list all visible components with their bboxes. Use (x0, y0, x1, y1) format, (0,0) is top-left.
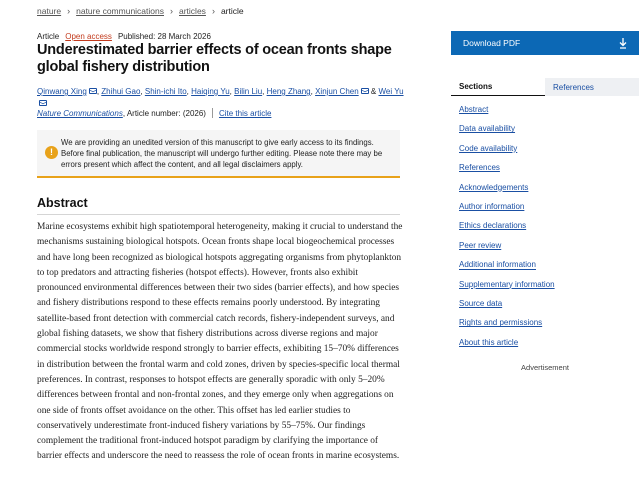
open-access-link[interactable]: Open access (65, 32, 112, 41)
section-link-source-data[interactable]: Source data (459, 298, 503, 308)
chevron-right-icon: › (67, 6, 71, 16)
cite-this-article-link[interactable]: Cite this article (218, 108, 272, 118)
author-link[interactable]: Wei Yu (378, 87, 404, 96)
author-conjunction: & (370, 87, 377, 96)
breadcrumb-link-articles[interactable]: articles (179, 6, 206, 16)
breadcrumb-link-nature[interactable]: nature (37, 6, 62, 16)
section-link-additional-information[interactable]: Additional information (459, 260, 536, 270)
journal-link[interactable]: Nature Communications (37, 108, 123, 118)
section-link-references[interactable]: References (459, 163, 500, 173)
chevron-right-icon: › (211, 6, 215, 16)
article-title: Underestimated barrier effects of ocean fronts shape global fishery distribution (37, 42, 392, 75)
section-link-peer-review[interactable]: Peer review (459, 240, 502, 250)
section-link-author-information[interactable]: Author information (459, 201, 525, 211)
author-link[interactable]: Qinwang Xing (37, 87, 87, 96)
article-meta (37, 32, 211, 41)
article-number: , Article number: (2026) (122, 108, 206, 118)
section-link-abstract[interactable]: Abstract (459, 105, 489, 114)
author-link[interactable]: Shin-ichi Ito (144, 87, 187, 96)
unedited-manuscript-notice (37, 130, 400, 178)
download-pdf-label: Download PDF (463, 38, 521, 48)
author-list: Qinwang Xing , Zhihui Gao, Shin-ichi Ito, Haiqing Yu, Bilin Liu, Heng Zhang, Xinjun Chen & Wei Yu (37, 86, 407, 110)
sidebar-tabs (451, 78, 639, 96)
tab-sections[interactable]: Sections (451, 78, 545, 96)
abstract-text: Marine ecosystems exhibit high spatiotemporal heterogeneity, making it crucial to understand the mechanisms sustaining biological hotspots. Ocean fronts shape local biogeochemical processes and have long been recognized as biological hotspots aggregating organisms from phytoplankton to top predators and attracting fisheries (hotspot effects). However, fronts also exhibit pronounced environmental differences between their two sides (barrier effects), and how species and fishery distributions respond to these effects remains poorly understood. By integrating satellite-based front detection with commercial catch records, fishery-independent surveys, and global fishing datasets, we show that fishery distributions across diverse regions and major commercial stocks worldwide respond strongly to barrier effects, exhibiting 15–70% differences in distribution between the frontal warm and cold zones, driven by species-specific local thermal preferences. In contrast, responses to hotspot effects are generally sporadic with only 5–20% differences between frontal and non-frontal zones, and they emerge only when aggregations on one side of fronts offset avoidance on the other. This offset has led earlier studies to conservatively underestimate front-induced fishery variations by 55–75%. Our findings complement the traditional front-induced hotspot paradigm by clarifying the importance of barrier effects and underscore the need to reassess the role of ocean fronts in marine ecosystems. (37, 222, 403, 462)
section-link-rights-and-permissions[interactable]: Rights and permissions (459, 318, 543, 328)
tab-references[interactable]: References (545, 78, 639, 96)
sections-list (459, 104, 555, 356)
author-link[interactable]: Bilin Liu (234, 87, 263, 96)
email-icon[interactable] (39, 100, 47, 106)
section-link-acknowledgements[interactable]: Acknowledgements (459, 182, 529, 192)
advertisement-slot[interactable] (470, 376, 620, 490)
email-icon[interactable] (89, 88, 97, 94)
abstract-heading: Abstract (37, 196, 88, 210)
divider (212, 108, 213, 118)
section-link-code-availability[interactable]: Code availability (459, 143, 518, 153)
published-date: Published: 28 March 2026 (117, 32, 211, 41)
download-pdf-button[interactable] (451, 31, 639, 55)
author-link[interactable]: Heng Zhang (266, 87, 311, 96)
section-link-ethics-declarations[interactable]: Ethics declarations (459, 221, 527, 231)
download-icon (619, 37, 627, 49)
breadcrumb-current: article (220, 6, 244, 16)
citation-line (37, 108, 271, 118)
section-link-about-this-article[interactable]: About this article (459, 337, 519, 347)
author-link[interactable]: Zhihui Gao (101, 87, 141, 96)
notice-text: We are providing an unedited version of this manuscript to give early access to its findings. Before final publication, the manuscript will undergo further editing. Please note there may be errors present which affect the content, and all legal disclaimers apply. (61, 138, 383, 169)
divider (37, 214, 400, 215)
section-link-supplementary-information[interactable]: Supplementary information (459, 279, 555, 289)
author-link[interactable]: Haiqing Yu (191, 87, 230, 96)
chevron-right-icon: › (170, 6, 173, 16)
email-icon[interactable] (361, 88, 369, 94)
advertisement-label: Advertisement (521, 363, 569, 372)
author-link[interactable]: Xinjun Chen (315, 87, 359, 96)
breadcrumb (37, 4, 244, 18)
warning-icon: ! (45, 146, 58, 159)
breadcrumb-link-nature-communications[interactable]: nature communications (76, 6, 164, 16)
section-link-data-availability[interactable]: Data availability (459, 124, 516, 134)
article-type: Article (37, 32, 60, 41)
